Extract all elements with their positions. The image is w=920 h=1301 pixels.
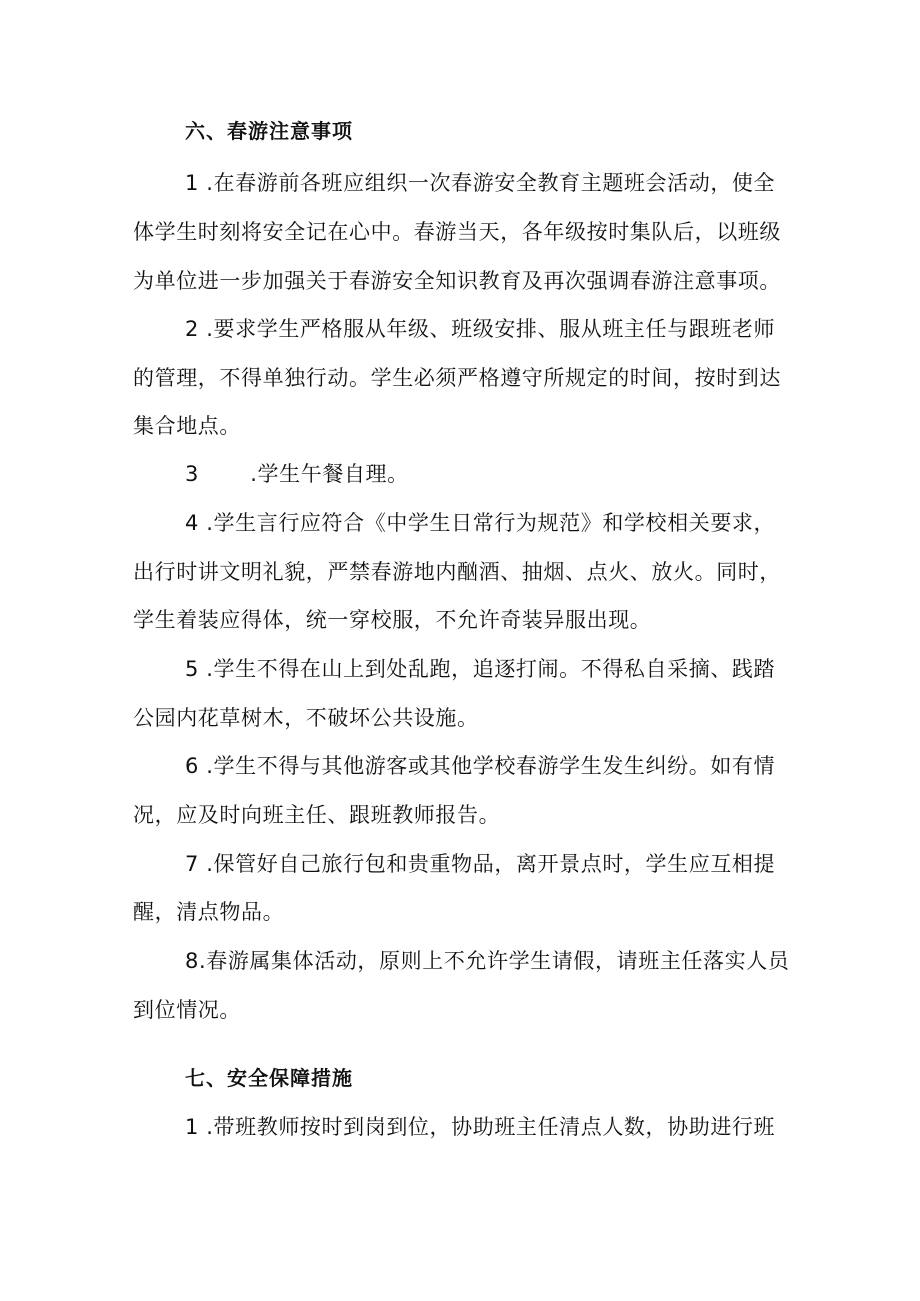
- paragraph-line: 学生着装应得体，统一穿校服，不允许奇装异服出现。: [133, 608, 652, 632]
- item-text: .学生午餐自理。: [250, 462, 409, 486]
- paragraph-line: 况，应及时向班主任、跟班教师报告。: [133, 803, 501, 827]
- item-number: 6: [185, 754, 199, 778]
- paragraph-line: 公园内花草树木，不破坏公共设施。: [133, 706, 479, 730]
- item-number: 4: [185, 511, 199, 535]
- item-number: 1: [185, 1115, 199, 1139]
- item-number: 3: [185, 462, 199, 486]
- item-number: 7: [185, 852, 199, 876]
- paragraph-line: 体学生时刻将安全记在心中。春游当天，各年级按时集队后，以班级: [133, 220, 781, 244]
- item-text: .学生不得在山上到处乱跑，追逐打闹。不得私自采摘、践踏: [206, 657, 776, 681]
- section-heading: 六、春游注意事项: [185, 119, 353, 143]
- paragraph-line: 8.春游属集体活动，原则上不允许学生请假，请班主任落实人员: [185, 949, 790, 973]
- paragraph-line: 到位情况。: [133, 998, 241, 1022]
- paragraph-line: [185, 510, 775, 536]
- item-text: .学生不得与其他游客或其他学校春游学生发生纠纷。如有情: [206, 754, 776, 778]
- item-number: 5: [185, 657, 199, 681]
- paragraph-line: 的管理，不得单独行动。学生必须严格遵守所规定的时间，按时到达: [133, 366, 781, 390]
- item-number: 1: [185, 171, 199, 195]
- paragraph-line: [185, 656, 775, 682]
- paragraph-line: [185, 170, 775, 196]
- section-heading: 七、安全保障措施: [185, 1066, 353, 1090]
- item-text: .要求学生严格服从年级、班级安排、服从班主任与跟班老师: [206, 317, 776, 341]
- paragraph-line: [185, 1114, 775, 1140]
- item-number: 2: [185, 317, 199, 341]
- item-text: .在春游前各班应组织一次春游安全教育主题班会活动，使全: [206, 171, 776, 195]
- paragraph-line: [185, 461, 409, 487]
- paragraph-line: 为单位进一步加强关于春游安全知识教育及再次强调春游注意事项。: [133, 269, 781, 293]
- paragraph-line: [185, 851, 775, 877]
- item-text: .保管好自己旅行包和贵重物品，离开景点时，学生应互相提: [206, 852, 776, 876]
- paragraph-line: [185, 753, 775, 779]
- item-text: .带班教师按时到岗到位，协助班主任清点人数，协助进行班: [206, 1115, 776, 1139]
- paragraph-line: 出行时讲文明礼貌，严禁春游地内酗酒、抽烟、点火、放火。同时，: [133, 560, 781, 584]
- paragraph-line: [185, 316, 775, 342]
- paragraph-line: 醒，清点物品。: [133, 900, 285, 924]
- item-text: .学生言行应符合《中学生日常行为规范》和学校相关要求，: [206, 511, 776, 535]
- paragraph-line: 集合地点。: [133, 414, 241, 438]
